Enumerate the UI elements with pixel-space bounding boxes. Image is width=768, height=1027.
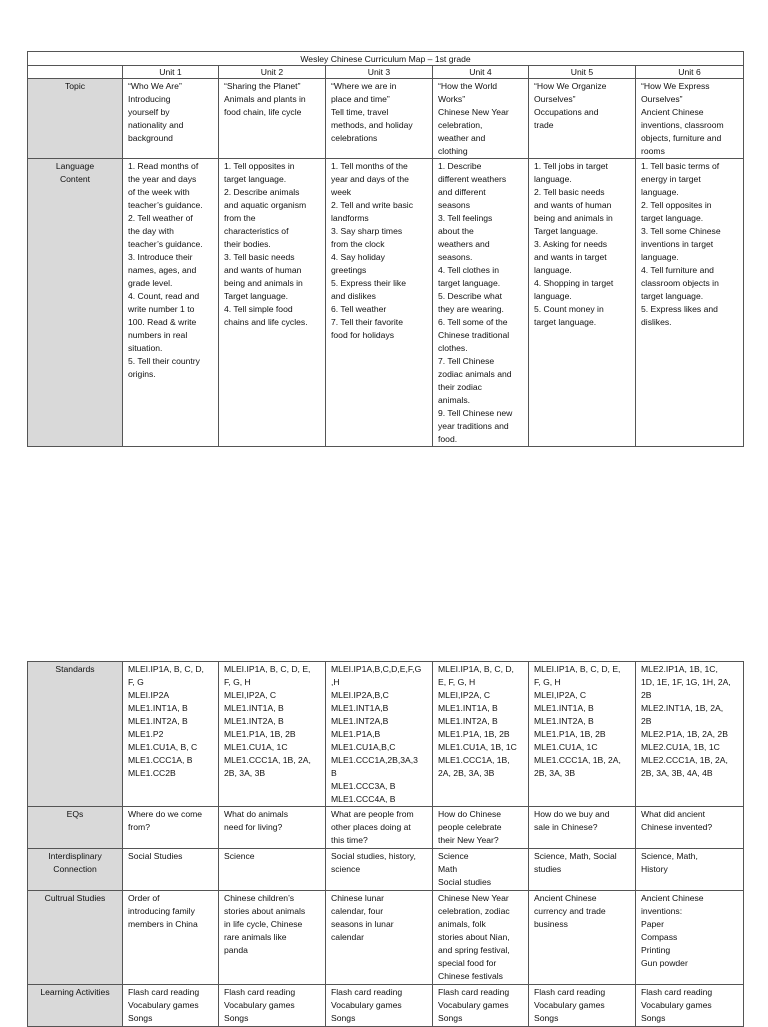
table-cell: Flash card reading Vocabulary games Songs [326, 985, 433, 1027]
table-cell: MLE2.IP1A, 1B, 1C, 1D, 1E, 1F, 1G, 1H, 2A, 2B MLE2.INT1A, 1B, 2A, 2B MLE2.P1A, 1B, 2A, 2B MLE2.CU1A, 1B, 1C MLE2.CCC1A, 1B, 2A, 2B, 3A, 3B, 4A, 4B [636, 662, 744, 807]
table-cell: 1. Tell basic terms of energy in target language. 2. Tell opposites in target language. 3. Tell some Chinese inventions in target language. 4. Tell furniture and classroom objects in target language. 5. Express likes and dislikes. [636, 159, 744, 447]
table-cell: Flash card reading Vocabulary games Songs [636, 985, 744, 1027]
row-label: Cultrual Studies [28, 891, 123, 985]
table-cell: “How We Express Ourselves” Ancient Chinese inventions, classroom objects, furniture and rooms [636, 79, 744, 159]
curriculum-table-page-2 [27, 661, 744, 1027]
row-label: Interdisplinary Connection [28, 849, 123, 891]
table-cell: What did ancient Chinese invented? [636, 807, 744, 849]
table-cell: What are people from other places doing at this time? [326, 807, 433, 849]
table-cell: Science Math Social studies [433, 849, 529, 891]
table-cell: “How the World Works” Chinese New Year celebration, weather and clothing [433, 79, 529, 159]
unit-header: Unit 3 [326, 66, 433, 79]
unit-header: Unit 4 [433, 66, 529, 79]
unit-header: Unit 1 [123, 66, 219, 79]
table-cell: What do animals need for living? [219, 807, 326, 849]
table-cell: Chinese children’s stories about animals in life cycle, Chinese rare animals like panda [219, 891, 326, 985]
table-cell: Where do we come from? [123, 807, 219, 849]
row-label: Language Content [28, 159, 123, 447]
row-label: Topic [28, 79, 123, 159]
table-cell: 1. Read months of the year and days of the week with teacher’s guidance. 2. Tell weather of the day with teacher’s guidance. 3. Introduce their names, ages, and grade level. 4. Count, read and write number 1 to 100. Read & write numbers in real situation. 5. Tell their country origins. [123, 159, 219, 447]
table-cell: Science, Math, History [636, 849, 744, 891]
table-cell: Flash card reading Vocabulary games Songs [123, 985, 219, 1027]
table-cell: How do Chinese people celebrate their New Year? [433, 807, 529, 849]
table-cell: 1. Tell jobs in target language. 2. Tell basic needs and wants of human being and animals in Target language. 3. Asking for needs and wants in target language. 4. Shopping in target language. 5. Count money in target language. [529, 159, 636, 447]
table-cell: 1. Tell months of the year and days of the week 2. Tell and write basic landforms 3. Say sharp times from the clock 4. Say holiday greetings 5. Express their like and dislikes 6. Tell weather 7. Tell their favorite food for holidays [326, 159, 433, 447]
table-cell: Ancient Chinese inventions: Paper Compass Printing Gun powder [636, 891, 744, 985]
table-cell: Flash card reading Vocabulary games Songs [219, 985, 326, 1027]
table-cell: 1. Describe different weathers and different seasons 3. Tell feelings about the weathers and seasons. 4. Tell clothes in target language. 5. Describe what they are wearing. 6. Tell some of the Chinese traditional clothes. 7. Tell Chinese zodiac animals and their zodiac animals. 9. Tell Chinese new year traditions and food. [433, 159, 529, 447]
table-row-topic [28, 79, 744, 159]
table-cell: MLEI.IP1A, B, C, D, E, F, G, H MLEI,IP2A, C MLE1.INT1A, B MLE1.INT2A, B MLE1.P1A, 1B, 2B MLE1.CU1A, 1C MLE1.CCC1A, 1B, 2A, 2B, 3A, 3B [529, 662, 636, 807]
table-cell: Social Studies [123, 849, 219, 891]
table-cell: MLEI.IP1A, B, C, D, F, G MLEI.IP2A MLE1.INT1A, B MLE1.INT2A, B MLE1.P2 MLE1.CU1A, B, C MLE1.CCC1A, B MLE1.CC2B [123, 662, 219, 807]
table-cell: “Sharing the Planet” Animals and plants in food chain, life cycle [219, 79, 326, 159]
table-row-language-content [28, 159, 744, 447]
table-cell: “Who We Are” Introducing yourself by nationality and background [123, 79, 219, 159]
table-cell: Flash card reading Vocabulary games Songs [529, 985, 636, 1027]
table-title-row [28, 52, 744, 66]
header-corner-cell [28, 66, 123, 79]
unit-header-row [28, 66, 744, 79]
table-cell: Science [219, 849, 326, 891]
unit-header: Unit 5 [529, 66, 636, 79]
table-cell: Flash card reading Vocabulary games Songs [433, 985, 529, 1027]
table-cell: “How We Organize Ourselves” Occupations and trade [529, 79, 636, 159]
table-cell: How do we buy and sale in Chinese? [529, 807, 636, 849]
table-row-standards [28, 662, 744, 807]
table-cell: Science, Math, Social studies [529, 849, 636, 891]
row-label: EQs [28, 807, 123, 849]
table-cell: MLEI.IP1A, B, C, D, E, F, G, H MLEI,IP2A, C MLE1.INT1A, B MLE1.INT2A, B MLE1.P1A, 1B, 2B MLE1.CU1A, 1B, 1C MLE1.CCC1A, 1B, 2A, 2B, 3A, 3B [433, 662, 529, 807]
table-cell: Ancient Chinese currency and trade business [529, 891, 636, 985]
unit-header: Unit 2 [219, 66, 326, 79]
table-title: Wesley Chinese Curriculum Map – 1st grade [28, 52, 744, 66]
table-row-learning-activities [28, 985, 744, 1027]
row-label: Learning Activities [28, 985, 123, 1027]
table-cell: “Where we are in place and time” Tell time, travel methods, and holiday celebrations [326, 79, 433, 159]
curriculum-table-page-1 [27, 51, 744, 447]
table-cell: Order of introducing family members in China [123, 891, 219, 985]
table-cell: Social studies, history, science [326, 849, 433, 891]
table-row-interdisciplinary [28, 849, 744, 891]
table-cell: Chinese lunar calendar, four seasons in lunar calendar [326, 891, 433, 985]
table-cell: 1. Tell opposites in target language. 2. Describe animals and aquatic organism from the characteristics of their bodies. 3. Tell basic needs and wants of human being and animals in Target language. 4. Tell simple food chains and life cycles. [219, 159, 326, 447]
row-label: Standards [28, 662, 123, 807]
unit-header: Unit 6 [636, 66, 744, 79]
table-row-cultural-studies [28, 891, 744, 985]
table-cell: MLEI.IP1A, B, C, D, E, F, G, H MLEI,IP2A, C MLE1.INT1A, B MLE1.INT2A, B MLE1.P1A, 1B, 2B MLE1.CU1A, 1C MLE1.CCC1A, 1B, 2A, 2B, 3A, 3B [219, 662, 326, 807]
table-row-eqs [28, 807, 744, 849]
table-cell: Chinese New Year celebration, zodiac animals, folk stories about Nian, and spring festival, special food for Chinese festivals [433, 891, 529, 985]
table-cell: MLEI.IP1A,B,C,D,E,F,G ,H MLEI.IP2A,B,C MLE1.INT1A,B MLE1.INT2A,B MLE1.P1A,B MLE1.CU1A,B,C MLE1.CCC1A,2B,3A,3 B MLE1.CCC3A, B MLE1.CCC4A, B [326, 662, 433, 807]
